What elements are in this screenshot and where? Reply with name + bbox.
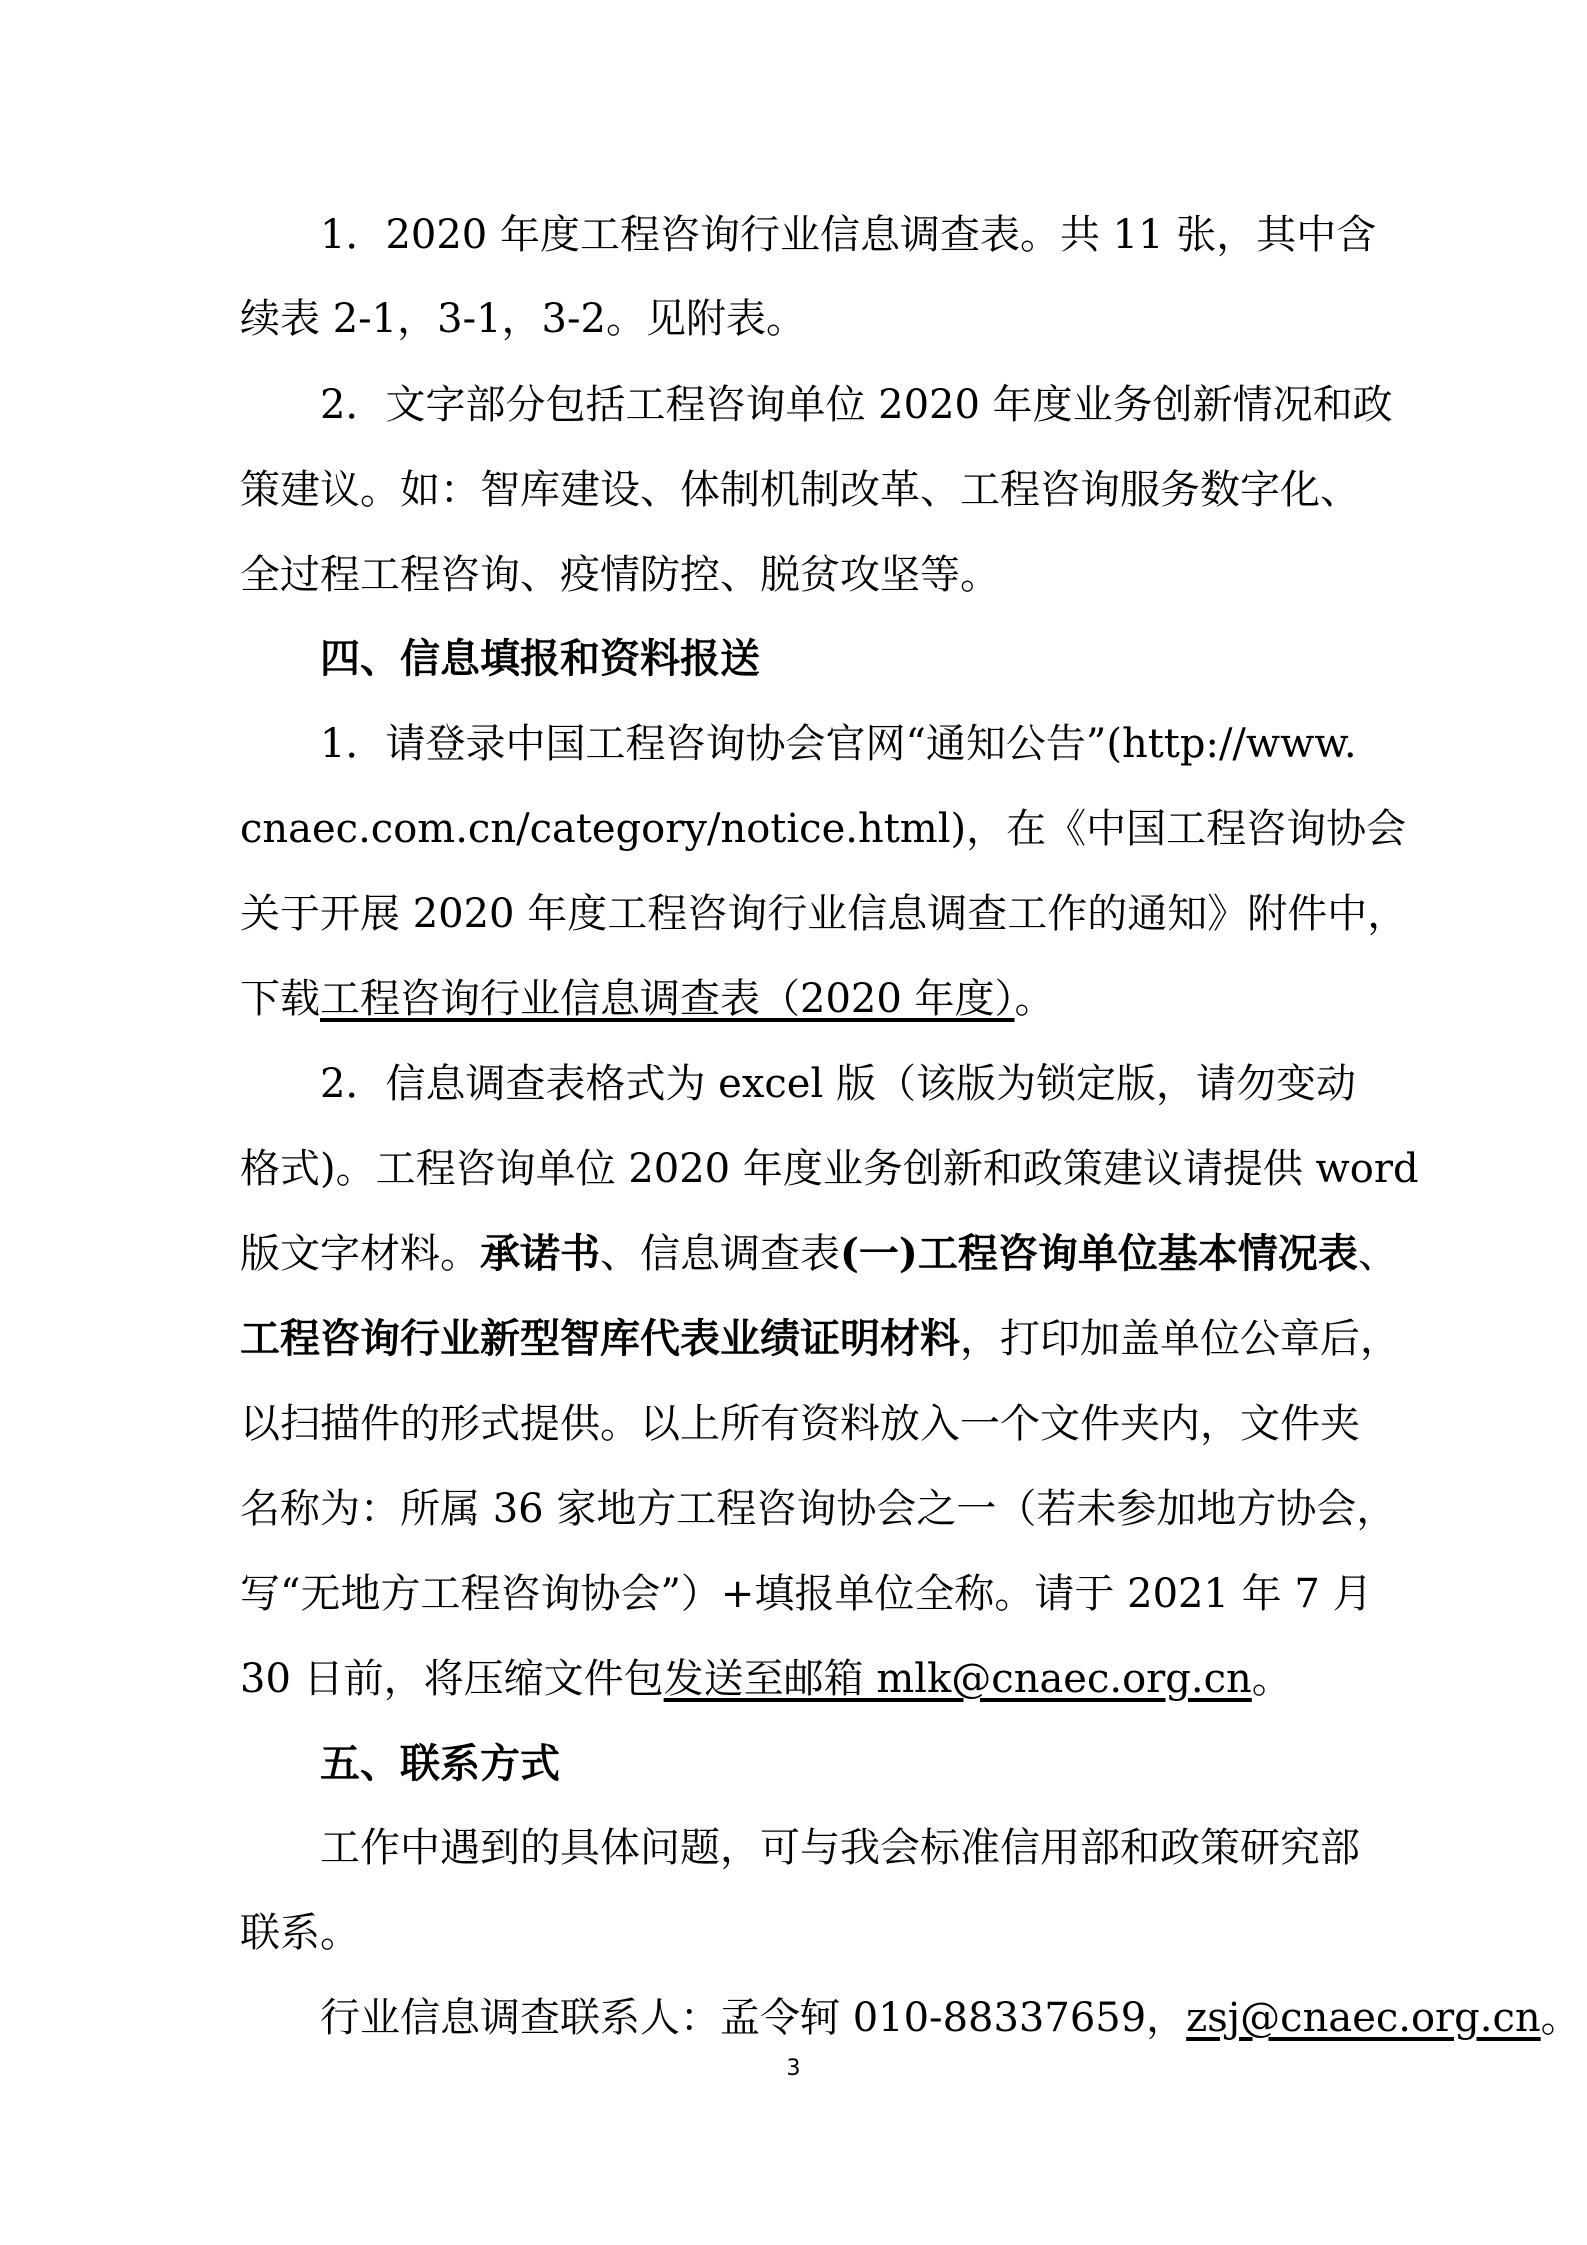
text-run: 版文字材料。 (240, 1231, 480, 1277)
paragraph-line: 策建议。如：智库建设、体制机制改革、工程咨询服务数字化、 (240, 467, 1360, 513)
text-run: 30 日前，将压缩文件包 (240, 1656, 664, 1702)
paragraph-line: 联系。 (240, 1910, 360, 1956)
paragraph-line: 写“无地方工程咨询协会”）+填报单位全称。请于 2021 年 7 月 (240, 1571, 1373, 1617)
paragraph-line (320, 1992, 1581, 2044)
paragraph-line: 1．请登录中国工程咨询协会官网“通知公告”(http://www. (320, 721, 1357, 767)
text-run: 。 (1014, 976, 1055, 1022)
paragraph-line: 工作中遇到的具体问题，可与我会标准信用部和政策研究部 (320, 1825, 1360, 1871)
page-number: 3 (786, 2056, 801, 2081)
paragraph-line: 名称为：所属 36 家地方工程咨询协会之一（若未参加地方协会， (240, 1486, 1397, 1532)
download-link[interactable]: 工程咨询行业信息调查表（2020 年度） (320, 976, 1015, 1022)
text-run: 行业信息调查联系人：孟令轲 010-88337659， (320, 1995, 1187, 2041)
text-run: 、 (1357, 1231, 1398, 1277)
paragraph-line: 1．2020 年度工程咨询行业信息调查表。共 11 张，其中含 (320, 212, 1377, 258)
paragraph-line (240, 1228, 1398, 1280)
text-run: 。 (1540, 1995, 1581, 2041)
paragraph-line: cnaec.com.cn/category/notice.html)，在《中国工程咨询协会 (240, 806, 1407, 852)
paragraph-line: 关于开展 2020 年度工程咨询行业信息调查工作的通知》附件中， (240, 891, 1408, 937)
section-heading: 五、联系方式 (320, 1740, 560, 1787)
paragraph-line: 全过程工程咨询、疫情防控、脱贫攻坚等。 (240, 552, 1000, 598)
paragraph-line (240, 973, 1350, 1025)
paragraph-line: 格式)。工程咨询单位 2020 年度业务创新和政策建议请提供 word (240, 1146, 1419, 1192)
text-run: 、信息调查表 (600, 1231, 840, 1277)
paragraph-line: 续表 2-1，3-1，3-2。见附表。 (240, 296, 806, 342)
text-run: 下载 (240, 976, 320, 1022)
paragraph-line: 2．文字部分包括工程咨询单位 2020 年度业务创新情况和政 (320, 382, 1393, 428)
paragraph-line: 2．信息调查表格式为 excel 版（该版为锁定版，请勿变动 (320, 1061, 1356, 1107)
bold-text: (一)工程咨询单位基本情况表 (840, 1230, 1358, 1277)
text-run: 。 (1251, 1656, 1292, 1702)
section-heading: 四、信息填报和资料报送 (320, 635, 760, 682)
paragraph-line (240, 1313, 1400, 1365)
paragraph-line (240, 1653, 1350, 1705)
paragraph-line: 以扫描件的形式提供。以上所有资料放入一个文件夹内，文件夹 (240, 1401, 1360, 1447)
email-link[interactable]: 发送至邮箱 mlk@cnaec.org.cn (663, 1656, 1252, 1702)
contact-email-link[interactable]: zsj@cnaec.org.cn (1186, 1995, 1541, 2041)
bold-text: 承诺书 (480, 1230, 600, 1277)
text-run: ，打印加盖单位公章后， (960, 1316, 1400, 1362)
bold-text: 工程咨询行业新型智库代表业绩证明材料 (240, 1315, 960, 1362)
